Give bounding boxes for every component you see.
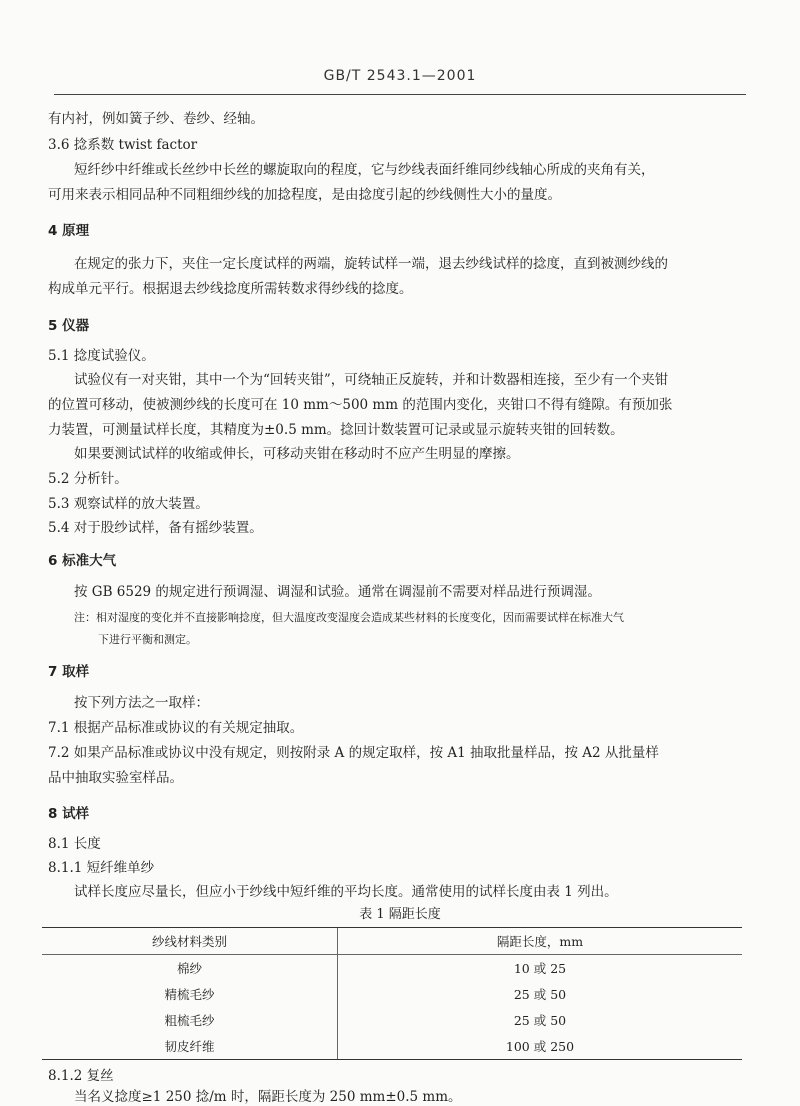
table-cell: 10 或 25 bbox=[338, 955, 743, 982]
section-5-3-heading: 5.3 观察试样的放大装置。 bbox=[48, 496, 209, 512]
gauge-length-table bbox=[42, 927, 742, 1060]
paragraph-line: 力装置，可测量试样长度，其精度为±0.5 mm。捻回计数装置可记录或显示旋转夹钳的回转数。 bbox=[48, 422, 624, 438]
paragraph-line: 当名义捻度≥1 250 捻/m 时，隔距长度为 250 mm±0.5 mm。 bbox=[74, 1089, 462, 1105]
section-8-heading: 8 试样 bbox=[48, 806, 90, 822]
section-5-1-heading: 5.1 捻度试验仪。 bbox=[48, 348, 155, 364]
table-row bbox=[42, 1007, 742, 1033]
table-row bbox=[42, 1033, 742, 1060]
table-cell: 精梳毛纱 bbox=[164, 987, 215, 1002]
table-cell: 25 或 50 bbox=[338, 1007, 743, 1033]
section-5-2-heading: 5.2 分析针。 bbox=[48, 471, 128, 487]
paragraph-line: 可用来表示相同品种不同粗细纱线的加捻程度，是由捻度引起的纱线侧性大小的量度。 bbox=[48, 187, 561, 203]
section-4-heading: 4 原理 bbox=[48, 223, 90, 239]
paragraph-line: 在规定的张力下，夹住一定长度试样的两端，旋转试样一端，退去纱线试样的捻度，直到被测纱线的 bbox=[74, 256, 668, 272]
section-8-1-heading: 8.1 长度 bbox=[48, 836, 101, 852]
page-header: GB/T 2543.1—2001 bbox=[323, 68, 477, 84]
table-cell: 棉纱 bbox=[176, 961, 202, 976]
paragraph-line: 如果要测试试样的收缩或伸长，可移动夹钳在移动时不应产生明显的摩擦。 bbox=[74, 446, 520, 462]
section-6-heading: 6 标准大气 bbox=[48, 553, 117, 569]
section-7-heading: 7 取样 bbox=[48, 664, 90, 680]
section-5-4-heading: 5.4 对于股纱试样，备有摇纱装置。 bbox=[48, 520, 263, 536]
table-cell: 25 或 50 bbox=[338, 981, 743, 1007]
paragraph-line: 试验仪有一对夹钳，其中一个为“回转夹钳”，可绕轴正反旋转，并和计数器相连接，至少有一个夹钳 bbox=[74, 372, 669, 388]
paragraph-line: 品中抽取实验室样品。 bbox=[48, 770, 183, 786]
paragraph-line: 试样长度应尽量长，但应小于纱线中短纤维的平均长度。通常使用的试样长度由表 1 列出。 bbox=[74, 884, 618, 900]
table-caption: 表 1 隔距长度 bbox=[359, 907, 441, 922]
header-rule bbox=[54, 94, 746, 95]
note-line: 注：相对湿度的变化并不直接影响捻度，但大温度改变湿度会造成某些材料的长度变化，因而需要试样在标准大气 bbox=[74, 611, 624, 624]
text-line: 有内衬，例如簧子纱、卷纱、经轴。 bbox=[48, 111, 264, 127]
paragraph-line: 按下列方法之一取样： bbox=[74, 695, 209, 711]
note-line: 下进行平衡和测定。 bbox=[98, 633, 197, 646]
section-5-heading: 5 仪器 bbox=[48, 318, 90, 334]
section-7-2-heading: 7.2 如果产品标准或协议中没有规定，则按附录 A 的规定取样，按 A1 抽取批量样品，按 A2 从批量样 bbox=[48, 745, 659, 761]
section-8-1-1-heading: 8.1.1 短纤维单纱 bbox=[48, 860, 155, 876]
table-cell: 韧皮纤维 bbox=[42, 1033, 338, 1060]
section-7-1-heading: 7.1 根据产品标准或协议的有关规定抽取。 bbox=[48, 720, 304, 736]
table-cell: 100 或 250 bbox=[338, 1033, 743, 1060]
paragraph-line: 构成单元平行。根据退去纱线捻度所需转数求得纱线的捻度。 bbox=[48, 281, 413, 297]
paragraph-line: 短纤纱中纤维或长丝纱中长丝的螺旋取向的程度，它与纱线表面纤维同纱线轴心所成的夹角有关， bbox=[74, 162, 655, 178]
section-3-6-heading: 3.6 捻系数 twist factor bbox=[48, 137, 198, 153]
table-header-cell: 隔距长度，mm bbox=[338, 928, 743, 955]
section-8-1-2-heading: 8.1.2 复丝 bbox=[48, 1068, 114, 1084]
paragraph-line: 按 GB 6529 的规定进行预调湿、调湿和试验。通常在调湿前不需要对样品进行预调湿。 bbox=[74, 584, 601, 600]
table-cell: 粗梳毛纱 bbox=[164, 1013, 215, 1028]
paragraph-line: 的位置可移动，使被测纱线的长度可在 10 mm～500 mm 的范围内变化，夹钳口不得有缝隙。有预加张 bbox=[48, 397, 673, 413]
table-row bbox=[42, 981, 742, 1007]
table-header-cell: 纱线材料类别 bbox=[42, 928, 338, 955]
table-row bbox=[42, 955, 742, 982]
